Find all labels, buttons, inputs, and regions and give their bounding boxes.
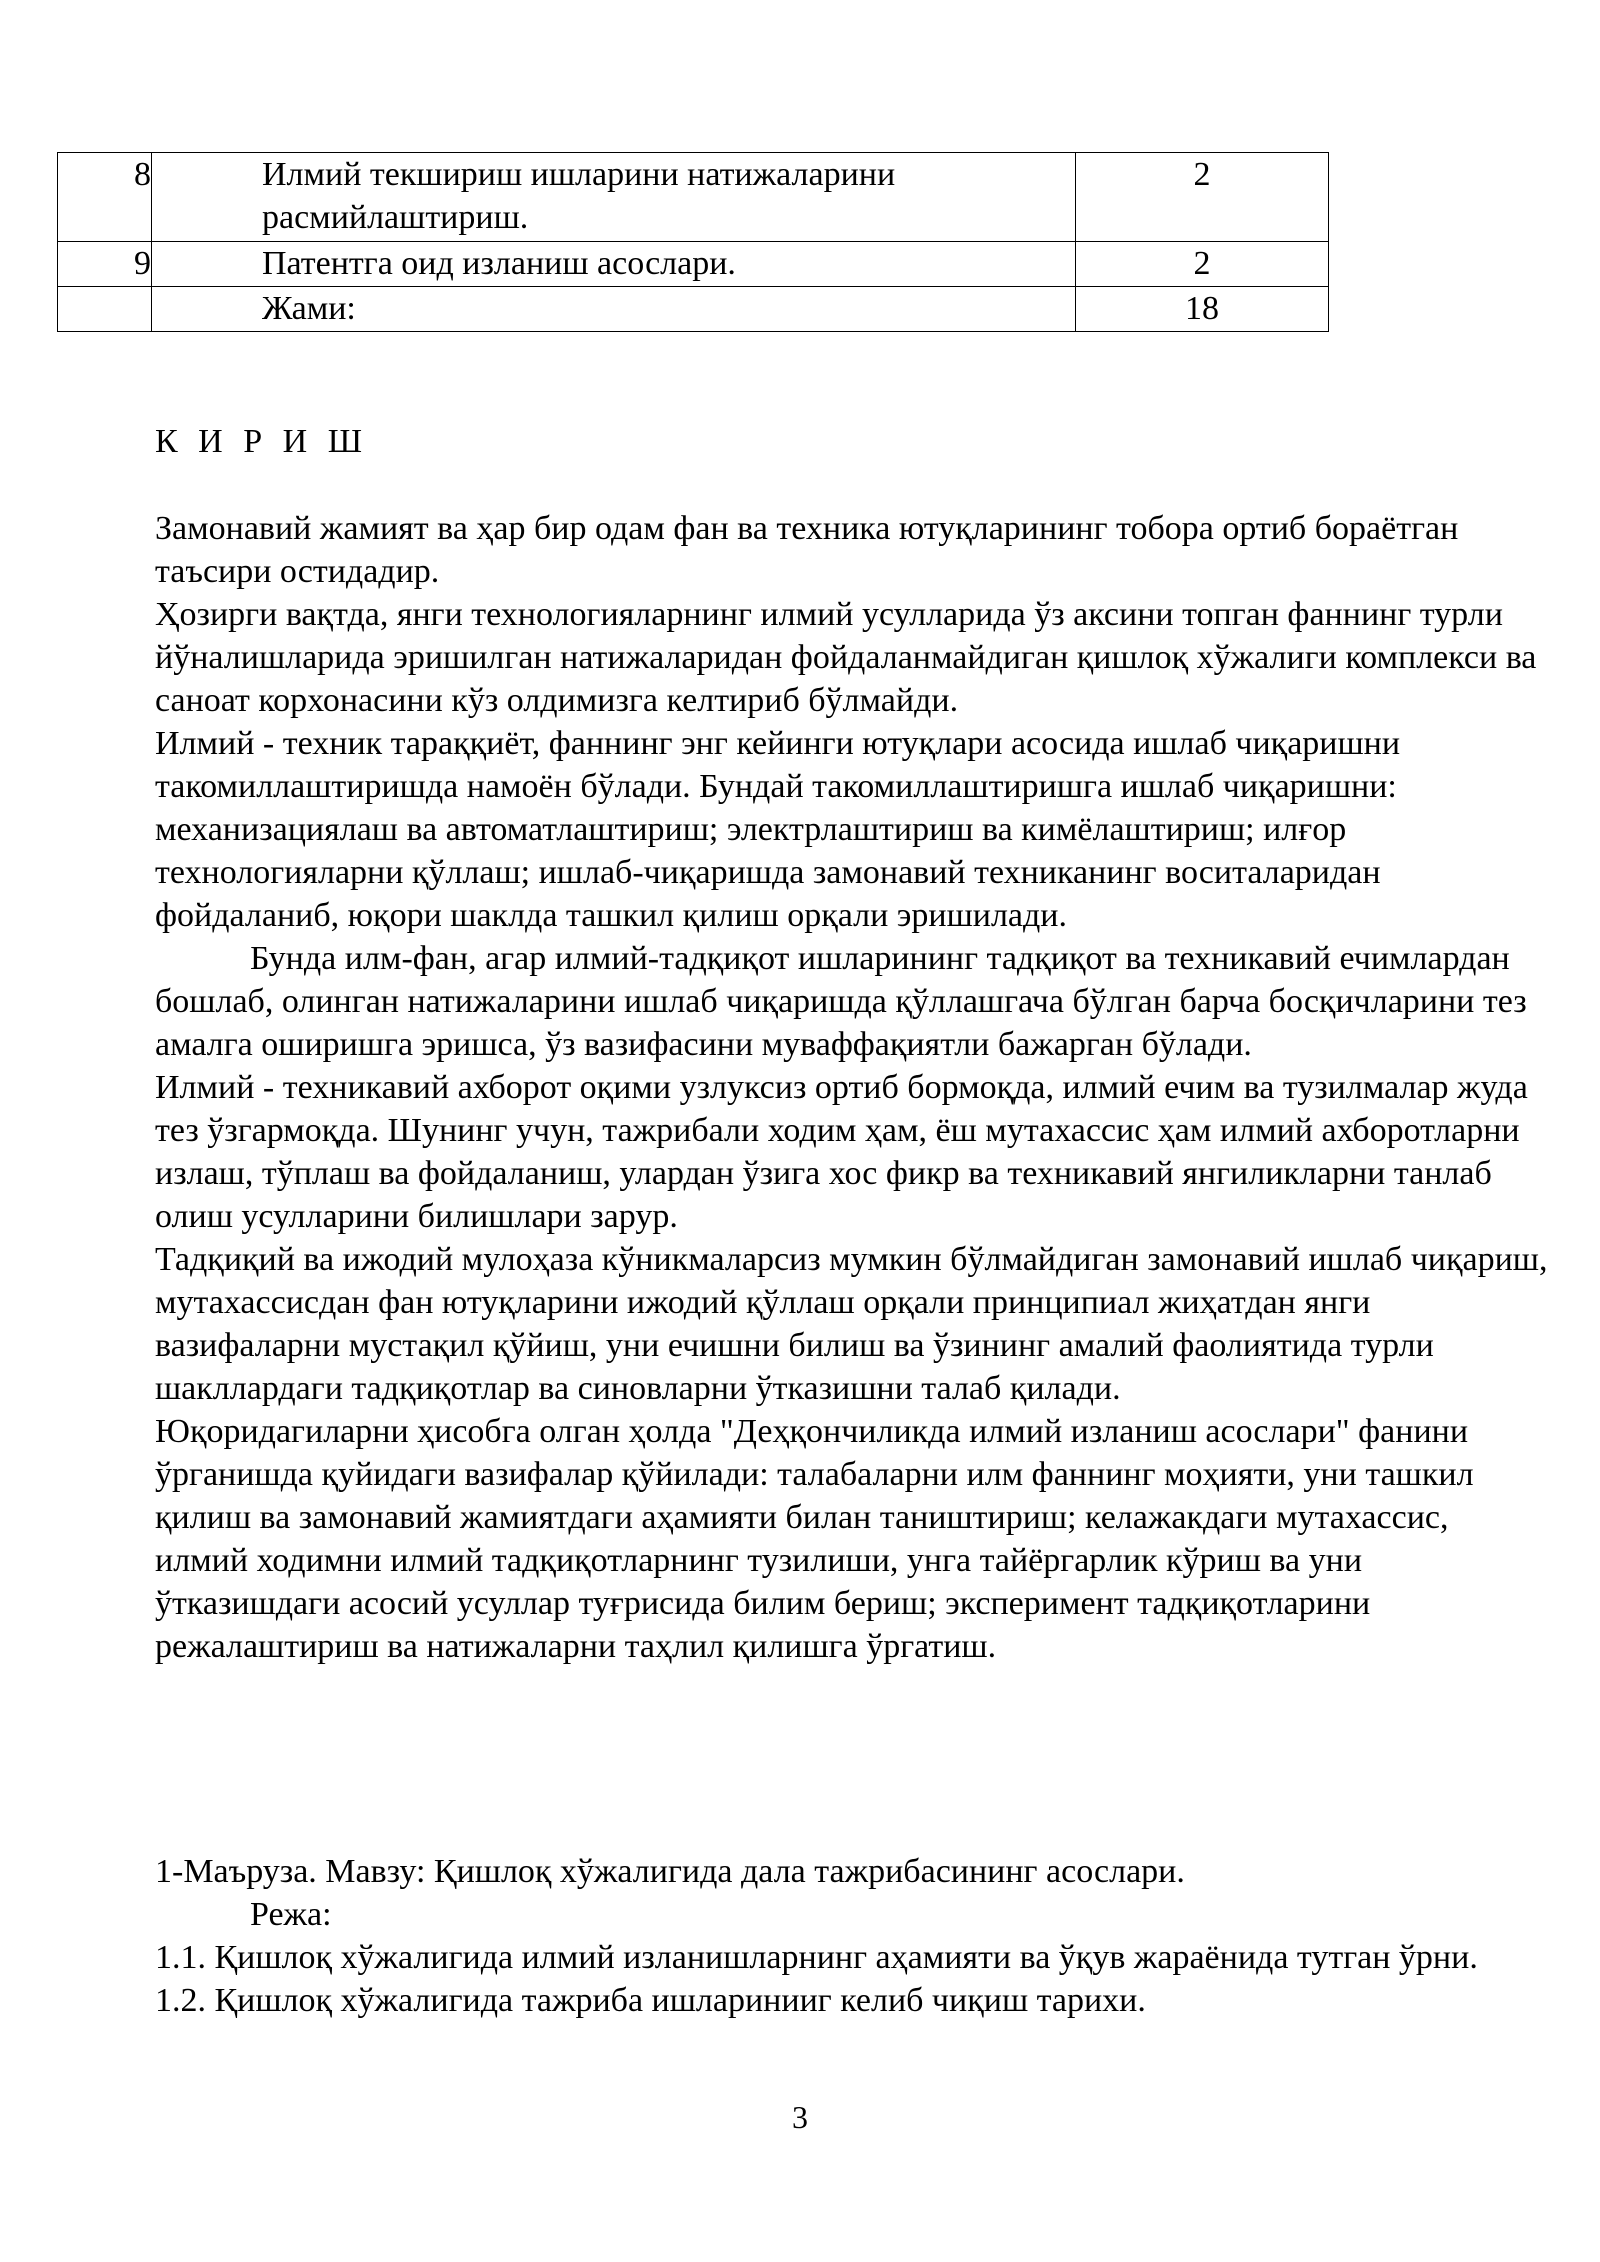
table-row <box>58 153 1329 242</box>
paragraph: Замонавий жамият ва ҳар бир одам фан ва техника ютуқларининг тобора ортиб бораётган таъсири остидадир. <box>155 510 1459 590</box>
row-number: 9 <box>58 242 152 287</box>
row-hours: 2 <box>1076 242 1329 287</box>
plan-label: Режа: <box>250 1896 332 1933</box>
paragraph: Юқоридагиларни ҳисобга олган ҳолда "Деҳқончиликда илмий изланиш асослари" фанини ўрганишда қуйидаги вазифалар қўйилади: талабаларни илм фаннинг моҳияти, уни ташкил қилиш ва замонавий жамиятдаги аҳамияти билан таништириш; келажакдаги мутахассис, илмий ходимни илмий тадқиқотларнинг тузилиши, унга тайёргарлик кўриш ва уни ўтказишдаги асосий усуллар туғрисида билим бериш; эксперимент тадқиқотларини режалаштириш ва натижаларни таҳлил қилишга ўргатиш. <box>155 1413 1474 1665</box>
row-number: 8 <box>58 153 152 242</box>
paragraph: Тадқиқий ва ижодий мулоҳаза кўникмаларсиз мумкин бўлмайдиган замонавий ишлаб чиқариш, мутахассисдан фан ютуқларини ижодий қўллаш орқали принципиал жиҳатдан янги вазифаларни мустақил қўйиш, уни ечишни билиш ва ўзининг амалий фаолиятида турли шакллардаги тадқиқотлар ва синовларни ўтказишни талаб қилади. <box>155 1241 1548 1407</box>
plan-item: 1.1. Қишлоқ хўжалигида илмий изланишларнинг аҳамияти ва ўқув жараёнида тутган ўрни. <box>155 1939 1478 1976</box>
page-number: 3 <box>792 2099 808 2135</box>
plan-item: 1.2. Қишлоқ хўжалигида тажриба ишларинииг келиб чиқиш тарихи. <box>155 1982 1146 2019</box>
introduction-body <box>155 507 1550 1668</box>
lecture-title: 1-Маъруза. Мавзу: Қишлоқ хўжалигида дала тажрибасининг асослари. <box>155 1853 1185 1890</box>
paragraph: Бунда илм-фан, агар илмий-тадқиқот ишларининг тадқиқот ва техникавий ечимлардан бошлаб, олинган натижаларини ишлаб чиқаришда қўллашгача бўлган барча босқичларини тез амалга оширишга эришса, ўз вазифасини муваффақиятли бажарган бўлади. <box>155 940 1527 1063</box>
topics-table <box>57 152 1329 332</box>
section-heading: К И Р И Ш <box>155 423 368 460</box>
total-label: Жами: <box>152 287 1076 332</box>
table-total-row <box>58 287 1329 332</box>
table-row <box>58 242 1329 287</box>
total-hours: 18 <box>1076 287 1329 332</box>
paragraph: Ҳозирги вақтда, янги технологияларнинг илмий усулларида ўз аксини топган фаннинг турли йўналишларида эришилган натижаларидан фойдаланмайдиган қишлоқ хўжалиги комплекси ва саноат корхонасини кўз олдимизга келтириб бўлмайди. <box>155 596 1537 719</box>
row-hours: 2 <box>1076 153 1329 242</box>
paragraph: Илмий - техник тараққиёт, фаннинг энг кейинги ютуқлари асосида ишлаб чиқаришни такомиллаштиришда намоён бўлади. Бундай такомиллаштиришга ишлаб чиқаришни: механизациялаш ва автоматлаштириш; электрлаштириш ва кимёлаштириш; илғор технологияларни қўллаш; ишлаб-чиқаришда замонавий техниканинг воситаларидан фойдаланиб, юқори шаклда ташкил қилиш орқали эришилади. <box>155 725 1401 934</box>
paragraph: Илмий - техникавий ахборот оқими узлуксиз ортиб бормоқда, илмий ечим ва тузилмалар жуда тез ўзгармоқда. Шунинг учун, тажрибали ходим ҳам, ёш мутахассис ҳам илмий ахборотларни излаш, тўплаш ва фойдаланиш, улардан ўзига хос фикр ва техникавий янгиликларни танлаб олиш усулларини билишлари зарур. <box>155 1069 1528 1235</box>
lecture-section <box>155 1850 1550 2022</box>
row-title: Илмий текшириш ишларини натижаларини расмийлаштириш. <box>152 153 1076 242</box>
row-number <box>58 287 152 332</box>
row-title: Патентга оид изланиш асослари. <box>152 242 1076 287</box>
